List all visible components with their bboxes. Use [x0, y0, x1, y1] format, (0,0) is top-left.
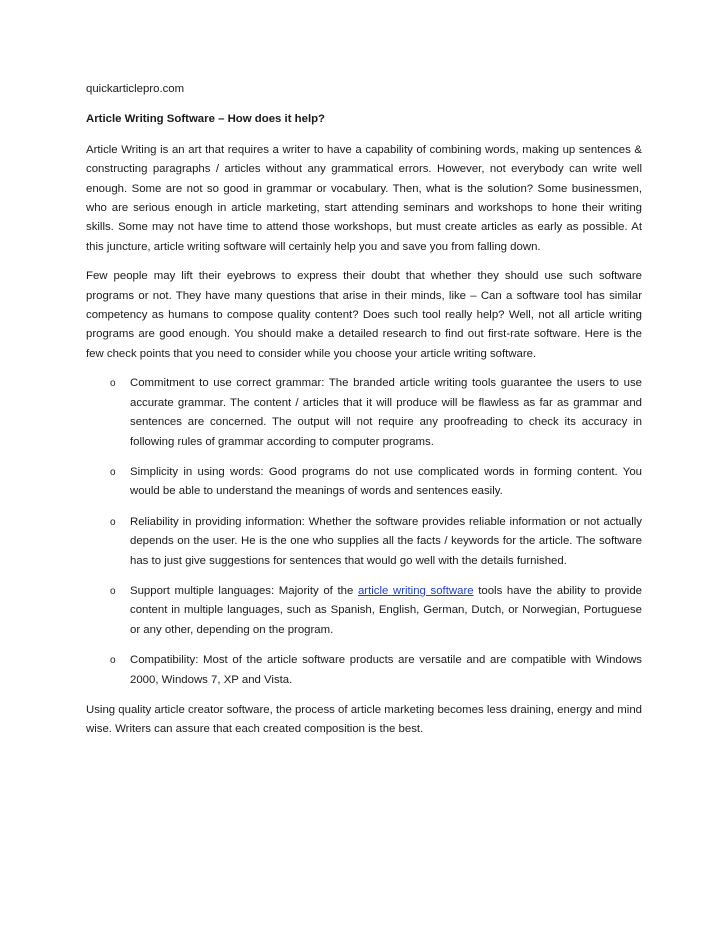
intro-paragraph-1: Article Writing is an art that requires a writer to have a capability of combining words, making up sentences & constructing paragraphs / articles without any grammatical errors. However, not everybody can write well enough. Some are not so good in grammar or vocabulary. Then, what is the solution? Some businessmen, who are serious enough in article marketing, start attending seminars and workshops to hone their writing skills. Some may not have time to attend those workshops, but must create articles as early as possible. At this juncture, article writing software will certainly help you and save you from falling down.	[86, 143, 642, 253]
checkpoint-text: Simplicity in using words: Good programs do not use complicated words in forming content. You would be able to understand the meanings of words and sentences easily.	[130, 465, 642, 498]
checkpoint-text-before-link: Support multiple languages: Majority of the	[130, 584, 358, 597]
checkpoint-languages	[86, 582, 642, 640]
checkpoint-text: Compatibility: Most of the article software products are versatile and are compatible with Windows 2000, Windows 7, XP and Vista.	[130, 654, 642, 686]
article-title: Article Writing Software – How does it help?	[86, 113, 326, 126]
checkpoint-text: Reliability in providing information: Whether the software provides reliable information or not actually depends on the user. He is the one who supplies all the facts / keywords for the article. The software has to just give suggestions for sentences that would go well with the details furnished.	[130, 515, 642, 567]
bullet-marker-icon: o	[110, 585, 116, 597]
checkpoint-text: Commitment to use correct grammar: The branded article writing tools guarantee the users to use accurate grammar. The content / articles that it will produce will be flawless as far as grammar and sentences are concerned. The output will not require any proofreading to check its accuracy in following rules of grammar according to computer programs.	[130, 377, 642, 448]
checkpoint-compatibility	[86, 651, 642, 690]
checkpoint-list	[86, 374, 642, 690]
site-domain: quickarticlepro.com	[86, 83, 185, 95]
checkpoint-text-after-link: tools have the ability to provide content in multiple languages, such as Spanish, English, German, Dutch, or Norwegian, Portuguese or any other, depending on the program.	[130, 584, 642, 636]
document-page	[86, 80, 642, 750]
checkpoint-grammar	[86, 374, 642, 452]
checkpoint-reliability	[86, 513, 642, 571]
bullet-marker-icon: o	[110, 466, 116, 478]
intro-paragraph-2: Few people may lift their eyebrows to express their doubt that whether they should use such software programs or not. They have many questions that arise in their minds, like – Can a software tool has similar competency as humans to compose quality content? Does such tool really help? Well, not all article writing programs are good enough. You should make a detailed research to find out first-rate software. Here is the few check points that you need to consider while you choose your article writing software.	[86, 270, 642, 360]
closing-paragraph: Using quality article creator software, the process of article marketing becomes less draining, energy and mind wise. Writers can assure that each created composition is the best.	[86, 703, 642, 736]
article-writing-software-link[interactable]: article writing software	[357, 584, 474, 597]
checkpoint-simplicity	[86, 463, 642, 502]
bullet-marker-icon: o	[110, 378, 116, 390]
bullet-marker-icon: o	[110, 516, 116, 528]
bullet-marker-icon: o	[110, 655, 116, 667]
